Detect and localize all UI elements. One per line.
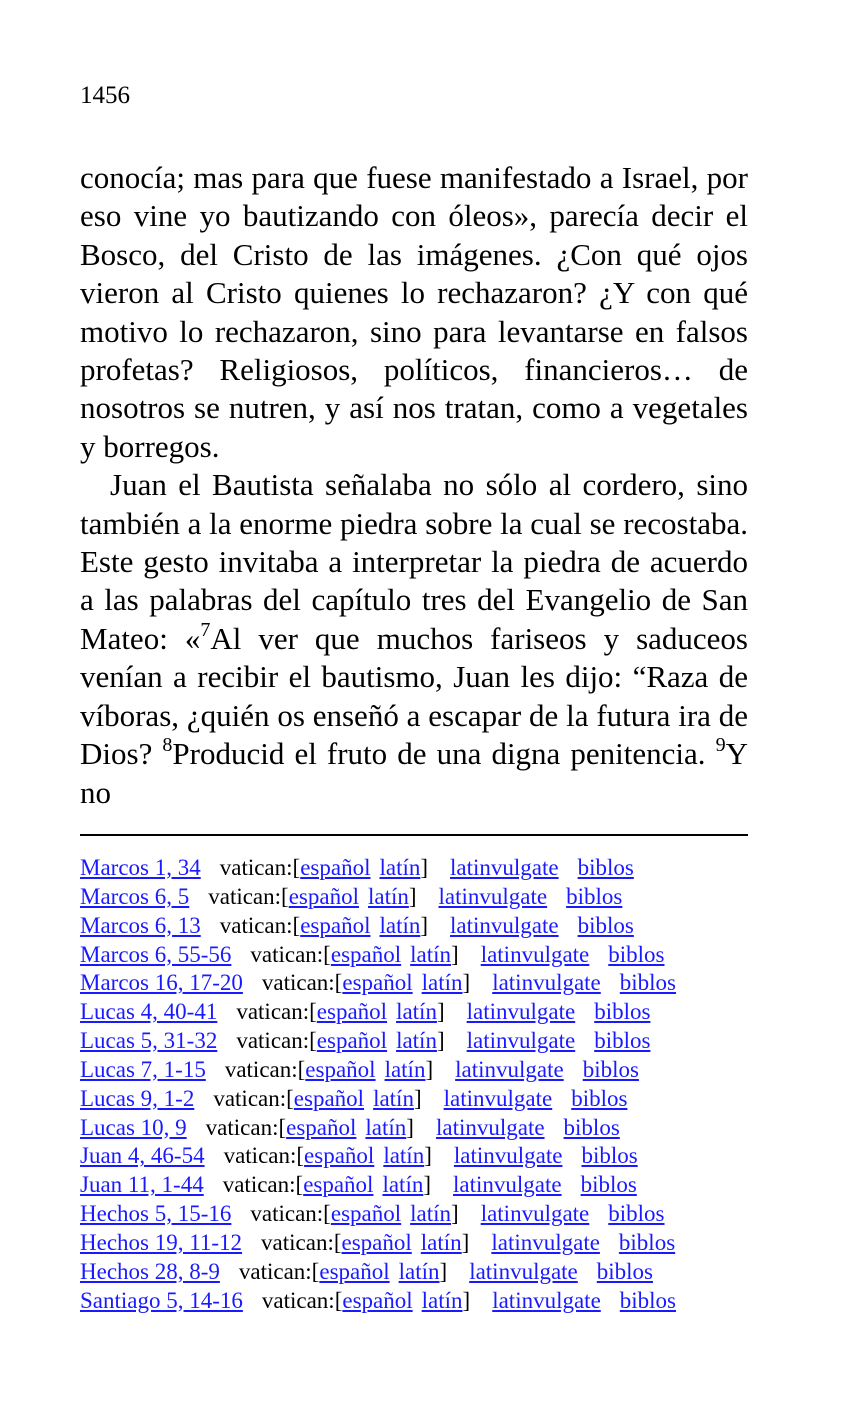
latinvulgate-link[interactable]: latinvulgate [435,1114,545,1140]
reference-row [80,854,780,883]
vatican-latin-link[interactable]: latín [398,1258,440,1284]
vatican-espanol-link[interactable]: español [304,1143,375,1169]
vatican-latin-link[interactable]: latín [410,941,452,967]
vatican-espanol-link[interactable]: español [330,941,402,967]
latinvulgate-link[interactable]: latinvulgate [480,941,590,967]
vatican-latin-link[interactable]: latín [379,912,421,938]
vatican-suffix: ] [451,1201,459,1227]
biblos-link[interactable]: biblos [594,1028,651,1054]
vatican-latin-link[interactable]: latín [382,1172,424,1198]
vatican-suffix: ] [420,912,429,938]
footnote-divider [80,834,748,836]
vatican-latin-link[interactable]: latín [373,1085,414,1111]
vatican-espanol-link[interactable]: español [316,999,388,1025]
vatican-latin-link[interactable]: latín [384,1056,426,1082]
biblos-link[interactable]: biblos [608,1201,665,1227]
reference-link[interactable]: Lucas 7, 1-15 [80,1056,206,1082]
reference-link[interactable]: Marcos 6, 13 [80,912,201,938]
vatican-espanol-link[interactable]: español [319,1258,390,1284]
vatican-prefix: vatican:[ [213,1085,294,1111]
latinvulgate-link[interactable]: latinvulgate [438,883,548,909]
reference-row [80,1142,780,1171]
reference-row [80,1258,780,1287]
vatican-prefix: vatican:[ [219,855,301,880]
reference-link[interactable]: Santiago 5, 14-16 [80,1287,243,1313]
reference-link[interactable]: Hechos 5, 15-16 [80,1201,232,1227]
body-text [80,159,748,812]
latinvulgate-link[interactable]: latinvulgate [469,1258,578,1284]
vatican-suffix: ] [462,1287,471,1313]
biblos-link[interactable]: biblos [596,1258,653,1284]
reference-row [80,1027,780,1056]
paragraph-2 [80,466,748,812]
verse-number-7: 7 [200,618,211,641]
reference-link[interactable]: Marcos 6, 55-56 [80,941,232,967]
vatican-prefix: vatican:[ [222,1172,304,1198]
vatican-suffix: ] [461,1229,470,1255]
biblos-link[interactable]: biblos [582,1056,639,1082]
vatican-latin-link[interactable]: latín [367,883,409,909]
biblos-link[interactable]: biblos [577,912,634,938]
reference-link[interactable]: Lucas 5, 31-32 [80,1028,218,1054]
vatican-prefix: vatican:[ [236,1028,317,1054]
vatican-latin-link[interactable]: latín [421,970,463,996]
reference-link[interactable]: Lucas 9, 1-2 [80,1085,195,1111]
verse-9-text: Y no [80,736,748,810]
reference-link[interactable]: Marcos 1, 34 [80,855,201,880]
page-number: 1456 [80,82,130,109]
latinvulgate-link[interactable]: latinvulgate [453,1143,563,1169]
vatican-suffix: ] [462,970,471,996]
biblos-link[interactable]: biblos [619,1287,677,1313]
vatican-latin-link[interactable]: latín [410,1201,452,1227]
vatican-espanol-link[interactable]: español [300,855,371,880]
reference-row [80,969,780,998]
reference-link[interactable]: Lucas 4, 40-41 [80,999,218,1025]
vatican-prefix: vatican:[ [208,883,289,909]
vatican-espanol-link[interactable]: español [300,912,371,938]
latinvulgate-link[interactable]: latinvulgate [450,912,559,938]
vatican-prefix: vatican:[ [236,999,317,1025]
vatican-prefix: vatican:[ [205,1114,287,1140]
latinvulgate-link[interactable]: latinvulgate [491,1229,600,1255]
latinvulgate-link[interactable]: latinvulgate [492,1287,601,1313]
verse-number-9: 9 [715,734,726,757]
vatican-espanol-link[interactable]: español [341,1229,412,1255]
vatican-espanol-link[interactable]: español [330,1201,402,1227]
vatican-suffix: ] [413,1085,422,1111]
vatican-suffix: ] [424,1143,432,1169]
biblos-link[interactable]: biblos [618,1229,676,1255]
vatican-suffix: ] [423,1172,432,1198]
vatican-prefix: vatican:[ [224,1056,306,1082]
biblos-link[interactable]: biblos [608,941,665,967]
reference-row [80,1229,780,1258]
latinvulgate-link[interactable]: latinvulgate [466,999,576,1025]
vatican-espanol-link[interactable]: español [303,1172,374,1198]
biblos-link[interactable]: biblos [566,883,623,909]
biblos-link[interactable]: biblos [563,1114,620,1140]
biblos-link[interactable]: biblos [619,970,676,996]
vatican-espanol-link[interactable]: español [305,1056,376,1082]
vatican-suffix: ] [408,883,417,909]
reference-link[interactable]: Juan 11, 1-44 [80,1172,204,1198]
reference-row [80,1287,780,1316]
biblos-link[interactable]: biblos [577,855,634,880]
vatican-espanol-link[interactable]: español [316,1028,388,1054]
reference-link[interactable]: Marcos 6, 5 [80,883,190,909]
latinvulgate-link[interactable]: latinvulgate [492,970,601,996]
vatican-prefix: vatican:[ [250,941,331,967]
reference-row [80,1056,780,1085]
vatican-espanol-link[interactable]: español [342,1287,413,1313]
vatican-latin-link[interactable]: latín [396,1028,437,1054]
vatican-prefix: vatican:[ [261,970,343,996]
vatican-prefix: vatican:[ [238,1258,320,1284]
reference-list [80,854,780,1316]
biblos-link[interactable]: biblos [580,1172,637,1198]
latinvulgate-link[interactable]: latinvulgate [466,1028,576,1054]
vatican-prefix: vatican:[ [261,1229,342,1255]
reference-row [80,883,780,912]
vatican-suffix: ] [436,1028,445,1054]
verse-7-text: Al ver que muchos fariseos y saduceos venían a recibir el bautismo, Juan les dijo: “Raza de víboras, ¿quién os enseñó a escapar de la futura ira de Dios? [80,620,748,772]
reference-link[interactable]: Lucas 10, 9 [80,1114,187,1140]
reference-row [80,998,780,1027]
reference-row [80,1114,780,1143]
verse-8-text: Producid el fruto de una digna penitencia. [172,736,716,772]
latinvulgate-link[interactable]: latinvulgate [450,855,559,880]
vatican-espanol-link[interactable]: español [293,1085,365,1111]
latinvulgate-link[interactable]: latinvulgate [453,1172,562,1198]
latinvulgate-link[interactable]: latinvulgate [455,1056,564,1082]
vatican-prefix: vatican:[ [223,1143,305,1169]
vatican-latin-link[interactable]: latín [365,1114,407,1140]
reference-row [80,1085,780,1114]
vatican-latin-link[interactable]: latín [421,1287,463,1313]
vatican-prefix: vatican:[ [261,1287,343,1313]
reference-row [80,1171,780,1200]
verse-number-8: 8 [162,734,173,757]
vatican-latin-link[interactable]: latín [420,1229,462,1255]
paragraph-1: conocía; mas para que fuese manifestado a Israel, por eso vine yo bautizando con óleos», parecía decir el Bosco, del Cristo de las imágenes. ¿Con qué ojos vieron al Cristo quienes lo rechazaron? ¿Y con qué motivo lo rechazaron, sino para levantarse en falsos profetas? Religiosos, políticos, financieros… de nosotros se nutren, y así nos tratan, como a vegetales y borregos. [80,160,748,464]
paragraph-2-text: Juan el Bautista señalaba no sólo al cordero, sino también a la enorme piedra sobre la cual se recostaba. Este gesto invitaba a interpretar la piedra de acuerdo a las palabras del capítulo tres del Evangelio de San Mateo: « [80,467,748,656]
reference-link[interactable]: Hechos 28, 8-9 [80,1258,220,1284]
vatican-suffix: ] [451,941,459,967]
vatican-latin-link[interactable]: latín [383,1143,425,1169]
vatican-suffix: ] [425,1056,434,1082]
vatican-espanol-link[interactable]: español [342,970,413,996]
reference-row [80,912,780,941]
vatican-suffix: ] [436,999,445,1025]
vatican-espanol-link[interactable]: español [286,1114,357,1140]
vatican-prefix: vatican:[ [250,1201,331,1227]
biblos-link[interactable]: biblos [594,999,651,1025]
reference-link[interactable]: Hechos 19, 11-12 [80,1229,243,1255]
reference-link[interactable]: Juan 4, 46-54 [80,1143,205,1169]
vatican-suffix: ] [420,855,429,880]
vatican-latin-link[interactable]: latín [379,855,421,880]
reference-link[interactable]: Marcos 16, 17-20 [80,970,243,996]
vatican-latin-link[interactable]: latín [396,999,437,1025]
vatican-espanol-link[interactable]: español [288,883,359,909]
vatican-suffix: ] [406,1114,414,1140]
reference-row [80,1200,780,1229]
biblos-link[interactable]: biblos [571,1085,628,1111]
biblos-link[interactable]: biblos [581,1143,638,1169]
latinvulgate-link[interactable]: latinvulgate [443,1085,553,1111]
vatican-suffix: ] [439,1258,448,1284]
latinvulgate-link[interactable]: latinvulgate [480,1201,590,1227]
vatican-prefix: vatican:[ [219,912,301,938]
reference-row [80,941,780,970]
